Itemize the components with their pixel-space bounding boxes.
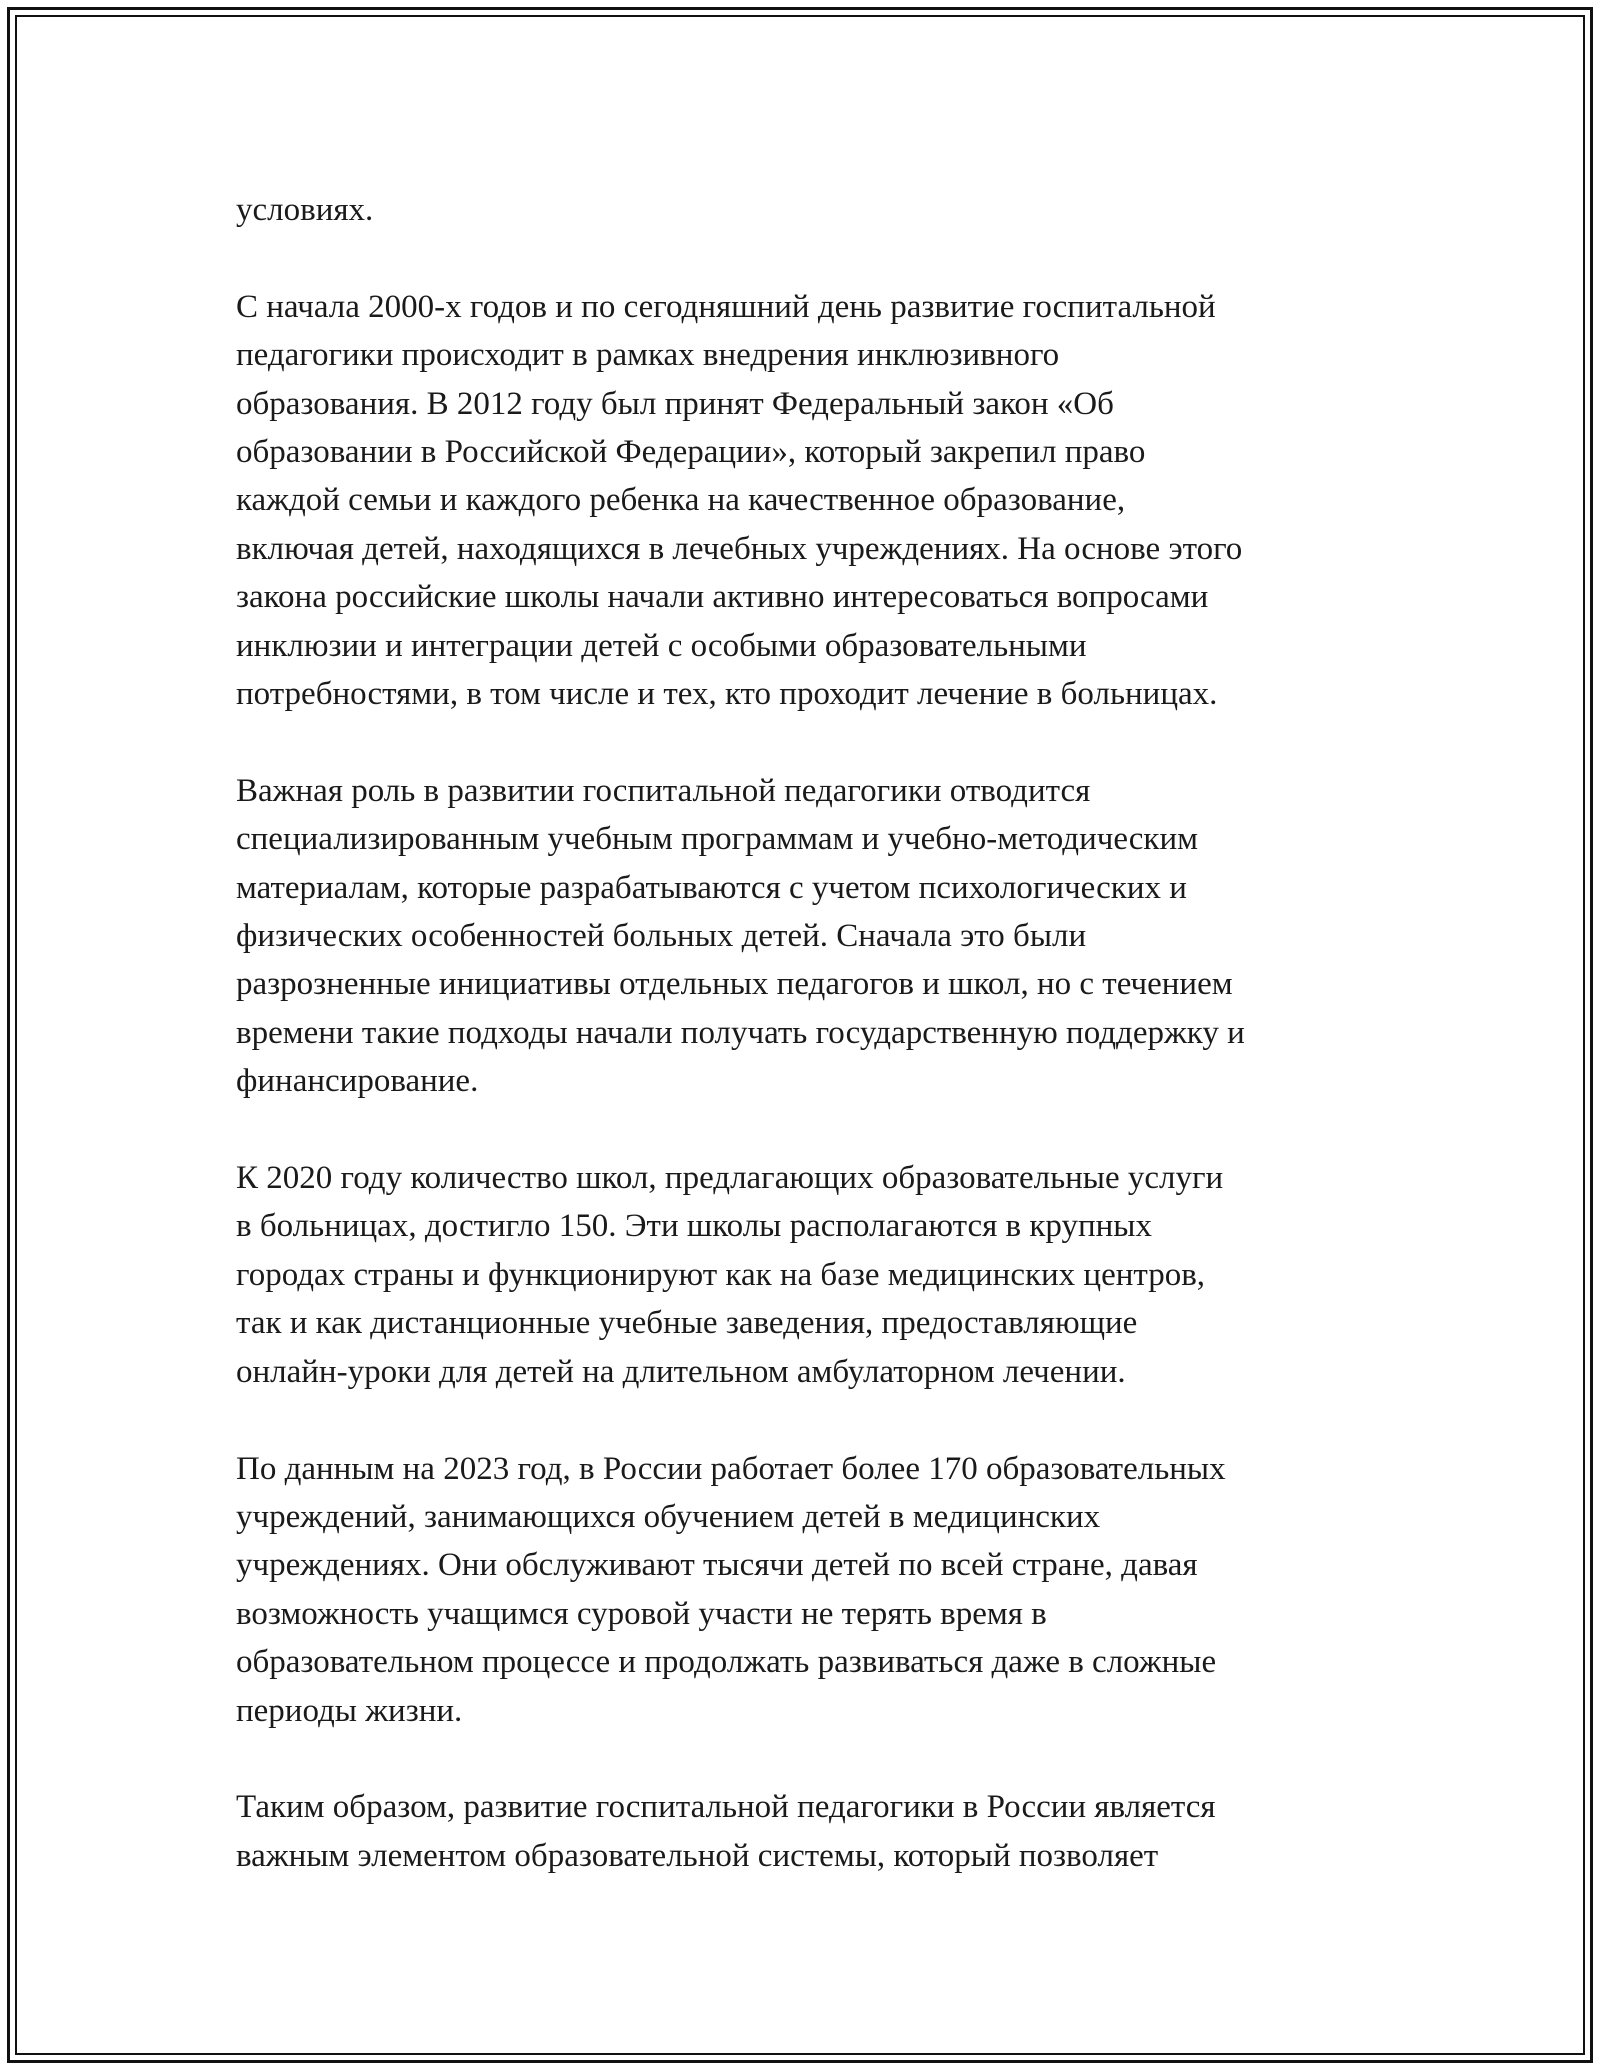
paragraph-2 xyxy=(236,283,1386,719)
text-line: физических особенностей больных детей. Сначала это были xyxy=(236,918,1087,955)
document-body xyxy=(236,186,1386,1880)
text-line: педагогики происходит в рамках внедрения инклюзивного xyxy=(236,337,1060,374)
paragraph-3 xyxy=(236,767,1386,1106)
text-line: потребностями, в том числе и тех, кто проходит лечение в больницах. xyxy=(236,676,1218,713)
text-line: С начала 2000-х годов и по сегодняшний день развитие госпитальной xyxy=(236,288,1216,325)
paragraph-4 xyxy=(236,1154,1386,1396)
paragraph-1 xyxy=(236,186,1386,234)
text-line: Таким образом, развитие госпитальной педагогики в России является xyxy=(236,1789,1216,1826)
text-line: специализированным учебным программам и учебно-методическим xyxy=(236,821,1199,858)
text-line: образования. В 2012 году был принят Федеральный закон «Об xyxy=(236,385,1114,422)
text-line: учреждениях. Они обслуживают тысячи детей по всей стране, давая xyxy=(236,1547,1198,1584)
text-line: материалам, которые разрабатываются с учетом психологических и xyxy=(236,869,1187,906)
text-line: так и как дистанционные учебные заведения, предоставляющие xyxy=(236,1305,1138,1342)
text-line: образовательном процессе и продолжать развиваться даже в сложные xyxy=(236,1644,1217,1681)
text-line: условиях. xyxy=(236,192,374,228)
text-line: времени такие подходы начали получать государственную поддержку и xyxy=(236,1014,1245,1051)
text-line: в больницах, достигло 150. Эти школы располагаются в крупных xyxy=(236,1208,1152,1245)
text-line: Важная роль в развитии госпитальной педагогики отводится xyxy=(236,772,1091,809)
text-line: По данным на 2023 год, в России работает более 170 образовательных xyxy=(236,1450,1226,1487)
text-line: периоды жизни. xyxy=(236,1692,463,1729)
text-line: инклюзии и интеграции детей с особыми образовательными xyxy=(236,627,1087,664)
text-line: возможность учащимся суровой участи не терять время в xyxy=(236,1595,1047,1632)
text-line: разрозненные инициативы отдельных педагогов и школ, но с течением xyxy=(236,966,1233,1003)
text-line: учреждений, занимающихся обучением детей в медицинских xyxy=(236,1498,1101,1535)
paragraph-6 xyxy=(236,1783,1386,1880)
text-line: включая детей, находящихся в лечебных учреждениях. На основе этого xyxy=(236,530,1243,567)
text-line: образовании в Российской Федерации», который закрепил право xyxy=(236,434,1146,471)
text-line: городах страны и функционируют как на базе медицинских центров, xyxy=(236,1256,1206,1293)
text-line: закона российские школы начали активно интересоваться вопросами xyxy=(236,579,1209,616)
text-line: онлайн-уроки для детей на длительном амбулаторном лечении. xyxy=(236,1353,1126,1390)
text-line: К 2020 году количество школ, предлагающих образовательные услуги xyxy=(236,1160,1224,1197)
text-line: каждой семьи и каждого ребенка на качественное образование, xyxy=(236,482,1126,519)
text-line: финансирование. xyxy=(236,1063,479,1100)
paragraph-5 xyxy=(236,1445,1386,1735)
text-line: важным элементом образовательной системы, который позволяет xyxy=(236,1837,1159,1874)
